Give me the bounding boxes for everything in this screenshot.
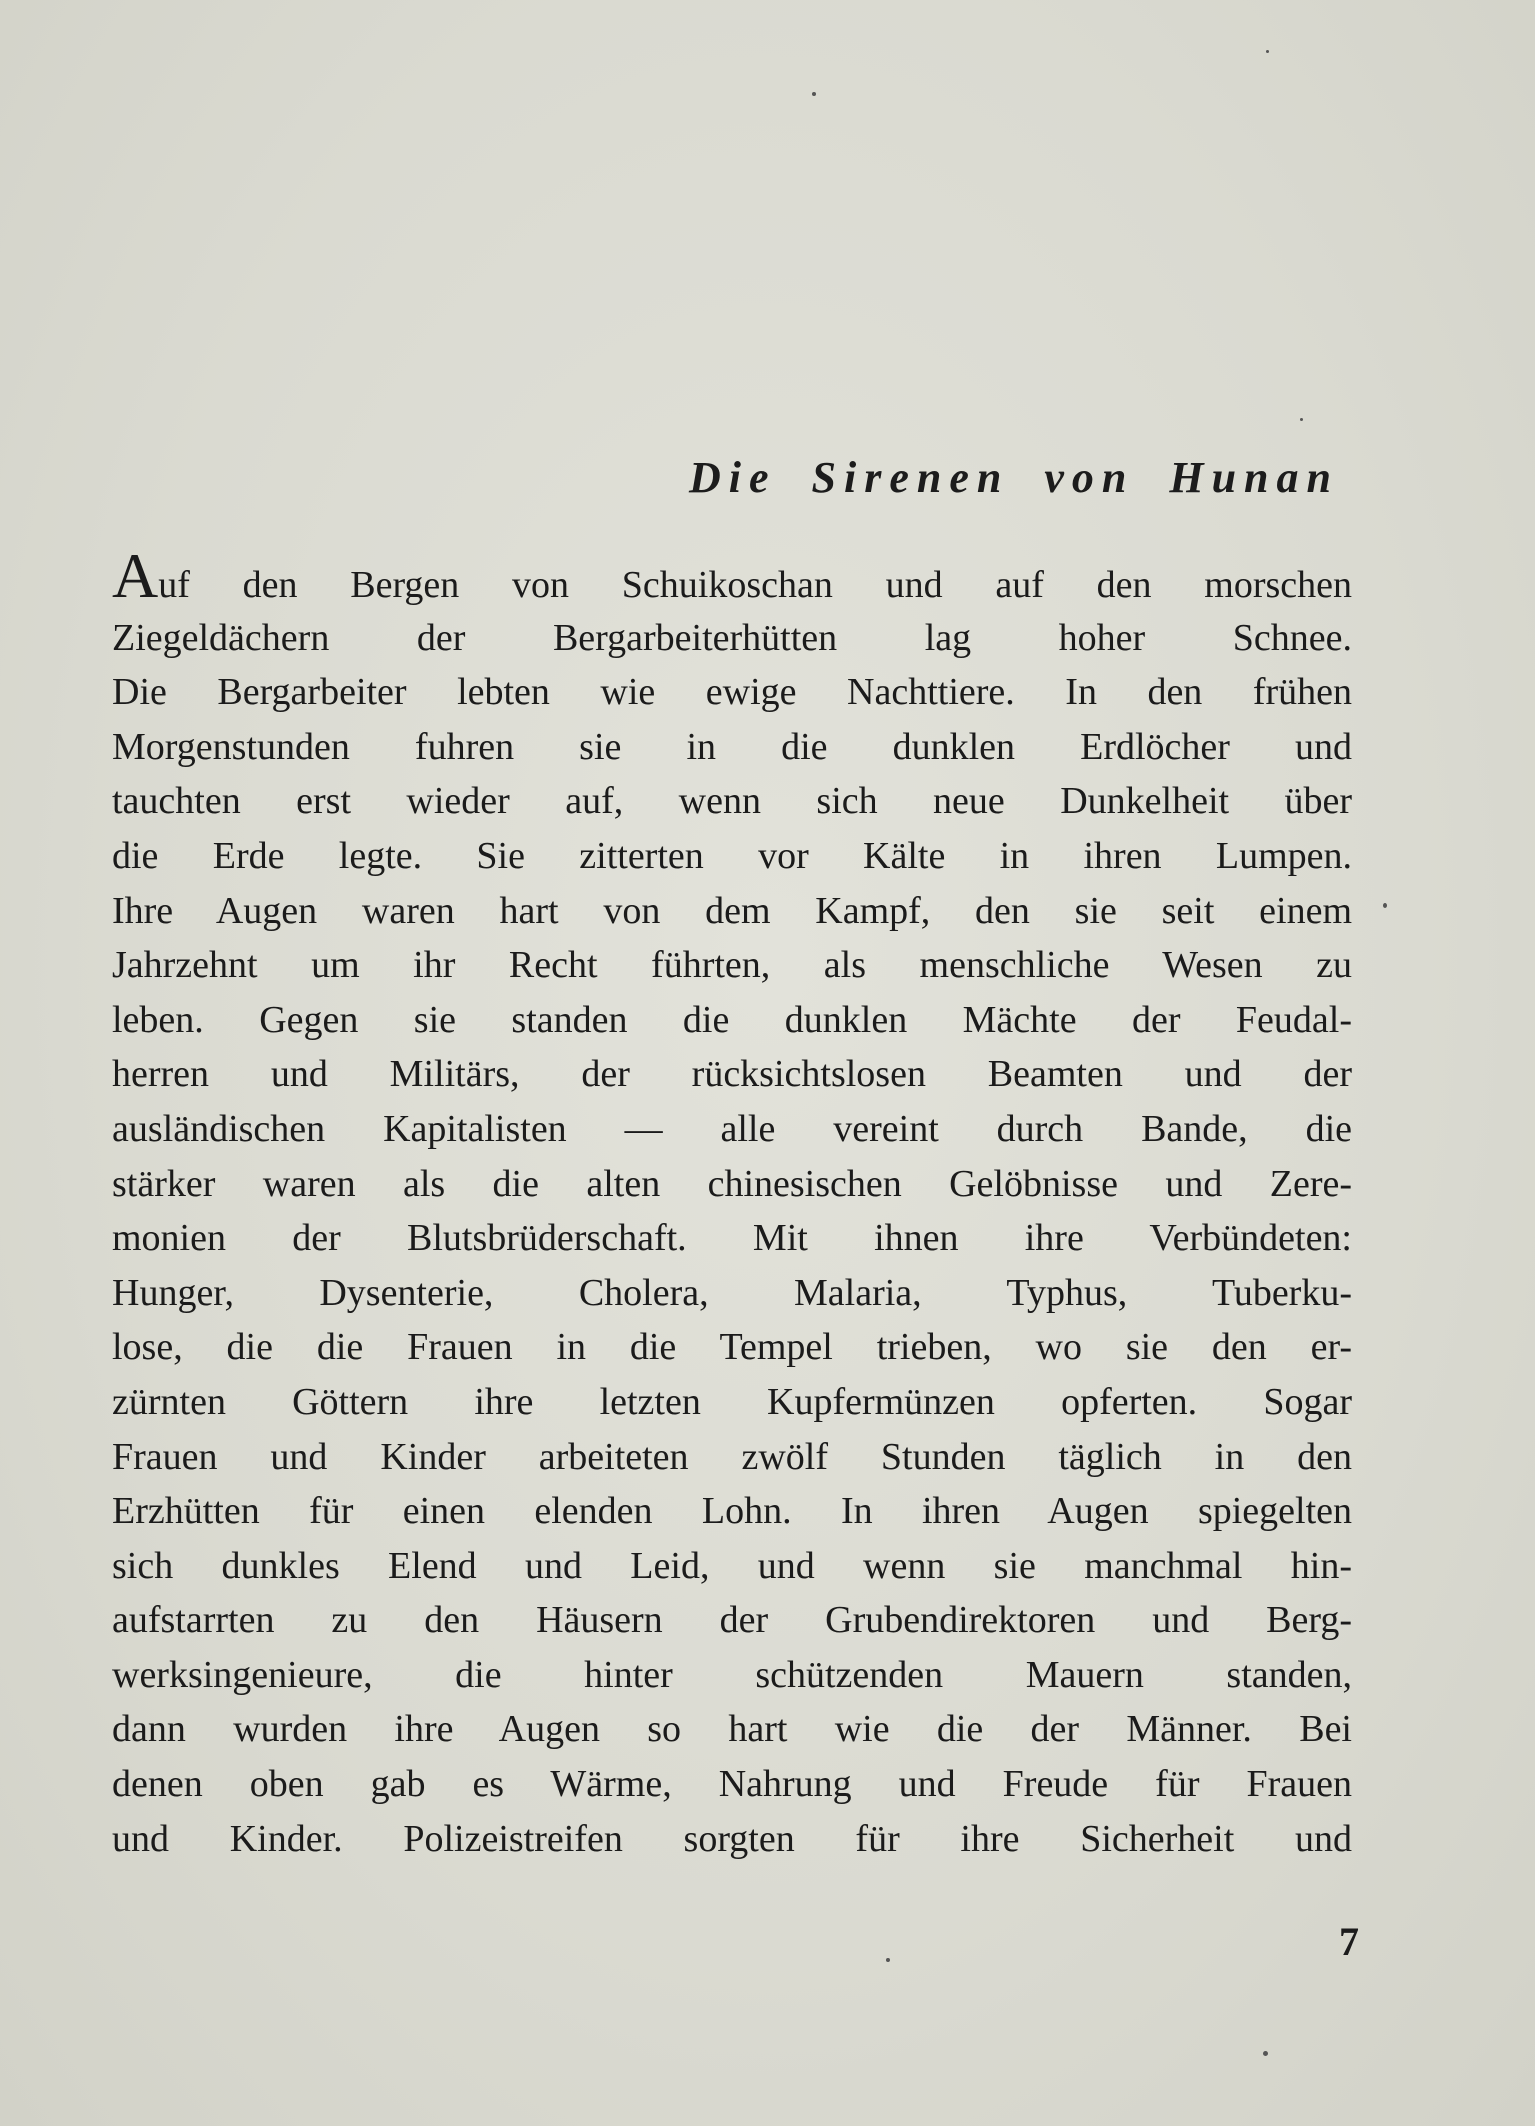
text-line: Die Bergarbeiter lebten wie ewige Nachttiere. In den frühen bbox=[112, 671, 1352, 714]
paper-speck bbox=[1383, 903, 1387, 908]
text-line: zürnten Göttern ihre letzten Kupfermünzen opferten. Sogar bbox=[112, 1380, 1352, 1423]
text-line: Frauen und Kinder arbeiteten zwölf Stunden täglich in den bbox=[112, 1435, 1352, 1478]
text-line: aufstarrten zu den Häusern der Grubendirektoren und Berg- bbox=[112, 1599, 1352, 1642]
text-line-content: uf den Bergen von Schuikoschan und auf den morschen bbox=[158, 564, 1352, 606]
paper-speck bbox=[1266, 50, 1269, 53]
text-line: Ihre Augen waren hart von dem Kampf, den sie seit einem bbox=[112, 889, 1352, 932]
text-line: Ziegeldächern der Bergarbeiterhütten lag hoher Schnee. bbox=[112, 616, 1352, 659]
text-line: denen oben gab es Wärme, Nahrung und Freude für Frauen bbox=[112, 1763, 1352, 1806]
text-line: dann wurden ihre Augen so hart wie die der Männer. Bei bbox=[112, 1708, 1352, 1751]
text-line: und Kinder. Polizeistreifen sorgten für ihre Sicherheit und bbox=[112, 1817, 1352, 1860]
text-line: Jahrzehnt um ihr Recht führten, als menschliche Wesen zu bbox=[112, 944, 1352, 987]
text-line: herren und Militärs, der rücksichtslosen Beamten und der bbox=[112, 1053, 1352, 1096]
paper-speck bbox=[1300, 418, 1303, 421]
text-line bbox=[112, 540, 1352, 611]
text-line: lose, die die Frauen in die Tempel trieben, wo sie den er- bbox=[112, 1326, 1352, 1369]
drop-cap: A bbox=[112, 540, 159, 611]
text-line: sich dunkles Elend und Leid, und wenn sie manchmal hin- bbox=[112, 1544, 1352, 1587]
body-text bbox=[112, 540, 1352, 1866]
text-line: leben. Gegen sie standen die dunklen Mächte der Feudal- bbox=[112, 998, 1352, 1041]
text-line: Hunger, Dysenterie, Cholera, Malaria, Typhus, Tuberku- bbox=[112, 1271, 1352, 1314]
text-line: werksingenieure, die hinter schützenden Mauern standen, bbox=[112, 1653, 1352, 1696]
text-line: Erzhütten für einen elenden Lohn. In ihren Augen spiegelten bbox=[112, 1490, 1352, 1533]
chapter-title: Die Sirenen von Hunan bbox=[689, 453, 1339, 502]
paper-speck bbox=[812, 92, 816, 96]
paper-speck bbox=[1263, 2051, 1268, 2056]
paper-speck bbox=[886, 1958, 890, 1962]
text-line: monien der Blutsbrüderschaft. Mit ihnen ihre Verbündeten: bbox=[112, 1217, 1352, 1260]
text-line: stärker waren als die alten chinesischen Gelöbnisse und Zere- bbox=[112, 1162, 1352, 1205]
text-line: die Erde legte. Sie zitterten vor Kälte in ihren Lumpen. bbox=[112, 834, 1352, 877]
text-line: Morgenstunden fuhren sie in die dunklen Erdlöcher und bbox=[112, 725, 1352, 768]
text-line: ausländischen Kapitalisten — alle vereint durch Bande, die bbox=[112, 1107, 1352, 1150]
text-line: tauchten erst wieder auf, wenn sich neue Dunkelheit über bbox=[112, 780, 1352, 823]
page-number: 7 bbox=[1339, 1919, 1359, 1964]
